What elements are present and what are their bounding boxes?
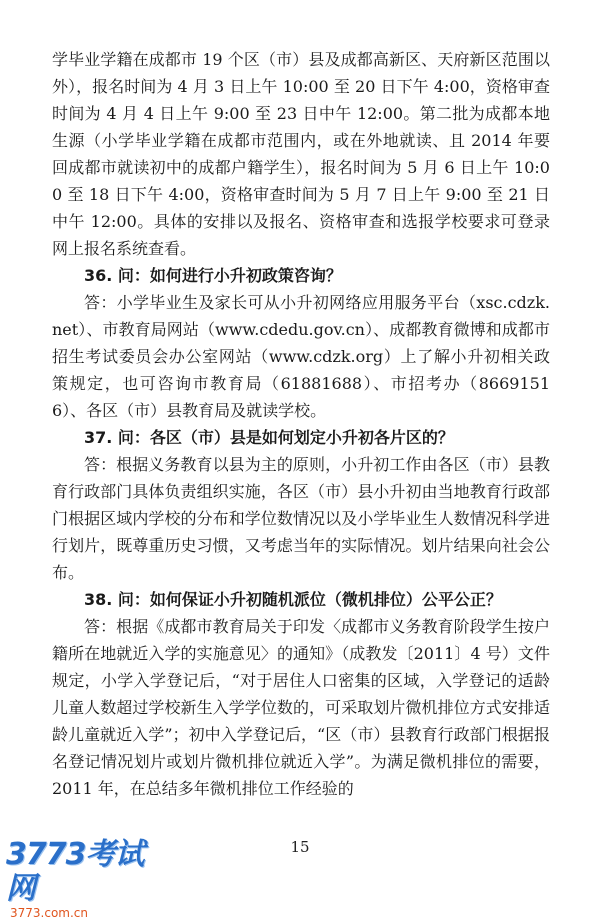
answer-37-paragraph: 答：根据义务教育以县为主的原则，小升初工作由各区（市）县教育行政部门具体负责组织实施，各区（市）县小升初由当地教育行政部门根据区域内学校的分布和学位数情况以及小学毕业生人数情况科学进行划片，既尊重历史习惯，又考虑当年的实际情况。划片结果向社会公布。: [52, 455, 550, 582]
question-36-heading: 36. 问：如何进行小升初政策咨询？: [84, 266, 342, 285]
question-37-heading: 37. 问：各区（市）县是如何划定小升初各片区的？: [84, 428, 454, 447]
watermark-logo-text: 3773考试网: [6, 837, 144, 906]
document-page: [52, 46, 550, 802]
answer-38-paragraph: 答：根据《成都市教育局关于印发〈成都市义务教育阶段学生按户籍所在地就近入学的实施意见〉的通知》（成教发〔2011〕4 号）文件规定，小学入学登记后，“对于居住人口密集的区域，入学登记的适龄儿童人数超过学校新生入学学位数的，可采取划片微机排位方式安排适龄儿童就近入学”；初中入学登记后，“区（市）县教育行政部门根据报名登记情况划片或划片微机排位就近入学”。为满足微机排位的需要，2011 年，在总结多年微机排位工作经验的: [52, 617, 550, 798]
site-watermark-logo: [6, 837, 156, 920]
page-number: 15: [290, 838, 310, 856]
watermark-url: 3773.com.cn: [10, 906, 88, 920]
paragraph-intro-continued: 学毕业学籍在成都市 19 个区（市）县及成都高新区、天府新区范围以外），报名时间为 4 月 3 日上午 10:00 至 20 日下午 4:00，资格审查时间为 4 月 4 日上午 9:00 至 23 日中午 12:00。第二批为成都本地生源（小学毕业学籍在成都市范围内，或在外地就读、且 2014 年要回成都市就读初中的成都户籍学生），报名时间为 5 月 6 日上午 10:00 至 18 日下午 4:00，资格审查时间为 5 月 7 日上午 9:00 至 21 日中午 12:00。具体的安排以及报名、资格审查和选报学校要求可登录网上报名系统查看。: [52, 50, 550, 258]
answer-36-paragraph: 答：小学毕业生及家长可从小升初网络应用服务平台（xsc.cdzk.net）、市教育局网站（www.cdedu.gov.cn）、成都教育微博和成都市招生考试委员会办公室网站（www.cdzk.org）上了解小升初相关政策规定，也可咨询市教育局（61881688）、市招考办（86691516）、各区（市）县教育局及就读学校。: [52, 293, 550, 420]
question-38-heading: 38. 问：如何保证小升初随机派位（微机排位）公平公正？: [84, 590, 502, 609]
